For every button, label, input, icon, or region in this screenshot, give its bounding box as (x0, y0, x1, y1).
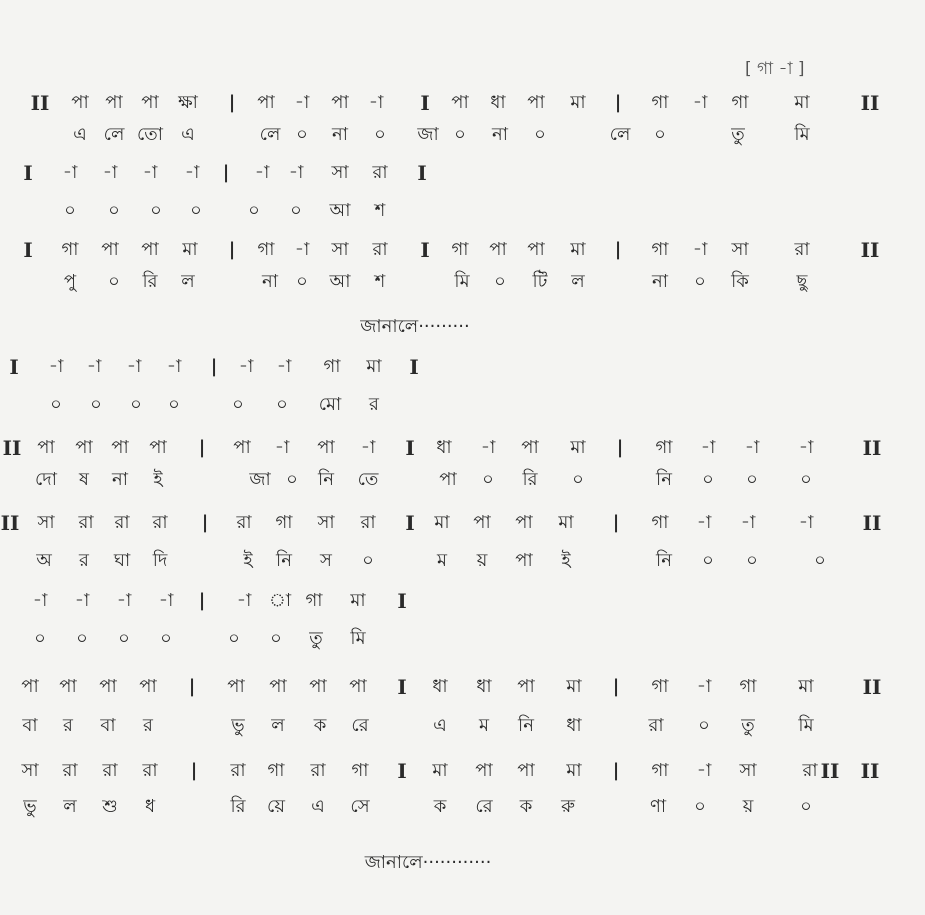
lyric-syllable: ০ (814, 550, 826, 571)
note-token: মা (570, 437, 586, 458)
lyric-syllable: ০ (276, 394, 288, 415)
lyric-syllable: না (492, 124, 508, 145)
note-token: গা (451, 239, 469, 260)
lyric-syllable: ০ (702, 550, 714, 571)
lyric-syllable: ০ (50, 394, 62, 415)
note-token: পা (517, 760, 535, 781)
lyric-syllable: টি (532, 271, 548, 292)
notation-line (0, 433, 925, 463)
note-token: -া (294, 92, 310, 113)
lyric-syllable: রু (561, 796, 575, 817)
bar-mark: I (397, 589, 407, 613)
bar-mark: II (862, 436, 882, 460)
lyric-syllable: ০ (694, 796, 706, 817)
lyric-syllable: ই (153, 469, 163, 490)
lyric-line (0, 390, 925, 420)
note-token: মা (434, 512, 450, 533)
lyric-syllable: পু (63, 271, 77, 292)
note-token: রা (236, 512, 252, 533)
note-token: ধা (436, 437, 452, 458)
notation-line (0, 158, 925, 188)
note-token: -া (102, 162, 118, 183)
note-token: পা (515, 512, 533, 533)
lyric-syllable: তু (741, 715, 755, 736)
bar-mark: I (409, 355, 419, 379)
lyric-syllable: ম (437, 550, 447, 571)
note-token: -া (126, 356, 142, 377)
note-token: ধা (432, 676, 448, 697)
note-token: -া (696, 512, 712, 533)
lyric-syllable: না (112, 469, 128, 490)
note-token: -া (692, 92, 708, 113)
note-token: গা (275, 512, 293, 533)
bar-mark: | (198, 437, 206, 458)
notation-line (0, 756, 925, 786)
bar-mark: | (612, 512, 620, 533)
note-token: পা (233, 437, 251, 458)
bar-mark: | (614, 239, 622, 260)
bar-mark: II (860, 238, 880, 262)
lyric-syllable: পা (515, 550, 533, 571)
note-token: গা (323, 356, 341, 377)
lyric-syllable: কি (731, 271, 749, 292)
lyric-syllable: শু (102, 796, 118, 817)
note-token: সা (739, 760, 757, 781)
note-token: -া (274, 437, 290, 458)
note-token: পা (149, 437, 167, 458)
note-token: মা (182, 239, 198, 260)
lyric-syllable: ০ (296, 124, 308, 145)
lyric-syllable: র (369, 394, 379, 415)
lyric-syllable: তে (357, 469, 379, 490)
lyric-syllable: মি (794, 124, 810, 145)
note-token: পা (269, 676, 287, 697)
note-token: মা (566, 676, 582, 697)
note-token: গা (655, 437, 673, 458)
note-token: রা (310, 760, 326, 781)
lyric-syllable: ০ (64, 200, 76, 221)
lyric-line (0, 792, 925, 822)
note-token: সা (331, 162, 349, 183)
lyric-syllable: ০ (800, 469, 812, 490)
lyric-syllable: ০ (232, 394, 244, 415)
bar-mark: | (612, 676, 620, 697)
note-token: রা (372, 239, 388, 260)
note-token: গা (651, 512, 669, 533)
notation-line (0, 352, 925, 382)
lyric-syllable: ০ (290, 200, 302, 221)
note-token: পা (257, 92, 275, 113)
bar-mark: | (190, 760, 198, 781)
lyric-syllable: ণা (649, 796, 667, 817)
note-token: রা (78, 512, 94, 533)
lyric-syllable: ল (63, 796, 77, 817)
lyric-syllable: ০ (90, 394, 102, 415)
lyric-syllable: ০ (694, 271, 706, 292)
lyric-syllable: য় (476, 550, 488, 571)
notation-line (0, 586, 925, 616)
note-token: রা (360, 512, 376, 533)
lyric-syllable: না (652, 271, 668, 292)
note-token: পা (71, 92, 89, 113)
note-token: পা (59, 676, 77, 697)
note-token: -া (368, 92, 384, 113)
bar-mark: | (228, 239, 236, 260)
lyric-syllable: ধ (144, 796, 156, 817)
note-token: গা (351, 760, 369, 781)
bar-mark: | (210, 356, 218, 377)
note-token: গা (651, 760, 669, 781)
bar-mark: I (417, 161, 427, 185)
bar-mark: I (405, 436, 415, 460)
note-token: পা (349, 676, 367, 697)
note-token: গা (651, 676, 669, 697)
note-token: পা (309, 676, 327, 697)
lyric-syllable: জা (417, 124, 439, 145)
lyric-syllable: রে (351, 715, 369, 736)
bar-mark: | (201, 512, 209, 533)
lyric-syllable: শ (374, 271, 386, 292)
lyric-syllable: এ (311, 796, 325, 817)
lyric-syllable: ক (433, 796, 447, 817)
note-token: -া (696, 676, 712, 697)
bar-mark: | (616, 437, 624, 458)
lyric-syllable: মি (350, 628, 366, 649)
bar-mark: I (397, 759, 407, 783)
lyric-syllable: ০ (108, 271, 120, 292)
bar-mark: | (188, 676, 196, 697)
note-token: সা (317, 512, 335, 533)
bar-mark: II (862, 675, 882, 699)
note-token: রা (102, 760, 118, 781)
note-token: মা (566, 760, 582, 781)
note-token: গা (651, 92, 669, 113)
bar-mark: I (420, 91, 430, 115)
lyric-syllable: ষ (79, 469, 89, 490)
note-token: -া (86, 356, 102, 377)
bar-mark: II (820, 759, 840, 783)
bar-mark: I (420, 238, 430, 262)
lyric-syllable: তু (731, 124, 745, 145)
note-token: -া (480, 437, 496, 458)
note-token: পা (21, 676, 39, 697)
lyric-line (0, 711, 925, 741)
bar-mark: | (198, 590, 206, 611)
note-token: -া (696, 760, 712, 781)
note-token: ক্ষা (178, 92, 198, 113)
lyric-syllable: মি (454, 271, 470, 292)
note-token: পা (521, 437, 539, 458)
lyric-syllable: র (143, 715, 153, 736)
note-token: পা (489, 239, 507, 260)
lyric-syllable: নি (656, 550, 672, 571)
lyric-syllable: ল (181, 271, 195, 292)
lyric-syllable: দি (152, 550, 168, 571)
note-token: -া (184, 162, 200, 183)
note-token: পা (227, 676, 245, 697)
note-token: গা (61, 239, 79, 260)
lyric-syllable: ০ (698, 715, 710, 736)
lyric-syllable: রি (230, 796, 246, 817)
note-token: -া (62, 162, 78, 183)
lyric-syllable: তো (136, 124, 164, 145)
lyric-syllable: ই (243, 550, 253, 571)
note-token: -া (116, 590, 132, 611)
note-token: পা (141, 239, 159, 260)
lyric-syllable: ০ (286, 469, 298, 490)
notation-line (0, 235, 925, 265)
lyric-syllable: ক (313, 715, 327, 736)
note-token: মা (794, 92, 810, 113)
lyric-syllable: ০ (228, 628, 240, 649)
notation-line (0, 88, 925, 118)
lyric-line (0, 624, 925, 654)
note-token: -া (276, 356, 292, 377)
lyric-syllable: মি (798, 715, 814, 736)
lyric-syllable: তু (309, 628, 323, 649)
lyric-line (0, 120, 925, 150)
note-token: গা (651, 239, 669, 260)
lyric-syllable: ই (561, 550, 571, 571)
note-token: -া (166, 356, 182, 377)
note-token: -া (288, 162, 304, 183)
interlude-text-1: জানালে········· (360, 316, 470, 337)
lyric-syllable: পা (439, 469, 457, 490)
lyric-syllable: রে (475, 796, 493, 817)
bar-mark: I (9, 355, 19, 379)
lyric-syllable: রা (648, 715, 664, 736)
lyric-syllable: ০ (130, 394, 142, 415)
lyric-syllable: ০ (118, 628, 130, 649)
lyric-syllable: ০ (34, 628, 46, 649)
lyric-syllable: র (63, 715, 73, 736)
note-token: সা (731, 239, 749, 260)
lyric-syllable: ০ (654, 124, 666, 145)
note-token: -া (48, 356, 64, 377)
lyric-syllable: নি (656, 469, 672, 490)
lyric-syllable: রি (522, 469, 538, 490)
note-token: পা (473, 512, 491, 533)
lyric-syllable: না (262, 271, 278, 292)
bar-mark: | (612, 760, 620, 781)
note-token: সা (21, 760, 39, 781)
lyric-syllable: ০ (362, 550, 374, 571)
note-token: -া (360, 437, 376, 458)
lyric-syllable: ০ (534, 124, 546, 145)
raga-label: [ গা -া ] (745, 59, 805, 79)
note-token: মা (570, 92, 586, 113)
bar-mark: I (23, 238, 33, 262)
lyric-syllable: নি (276, 550, 292, 571)
lyric-syllable: ০ (702, 469, 714, 490)
note-token: মা (350, 590, 366, 611)
note-token: রা (372, 162, 388, 183)
note-token: পা (37, 437, 55, 458)
note-token: -া (798, 512, 814, 533)
note-token: রা (114, 512, 130, 533)
note-token: -া (744, 437, 760, 458)
bar-mark: II (0, 511, 20, 535)
note-token: -া (700, 437, 716, 458)
lyric-syllable: ০ (746, 469, 758, 490)
note-token: পা (101, 239, 119, 260)
lyric-syllable: না (332, 124, 348, 145)
lyric-syllable: ০ (160, 628, 172, 649)
lyric-syllable: র (79, 550, 89, 571)
lyric-syllable: শ (374, 200, 386, 221)
lyric-syllable: ০ (454, 124, 466, 145)
note-token: -া (254, 162, 270, 183)
lyric-syllable: মো (318, 394, 342, 415)
note-token: -া (238, 356, 254, 377)
lyric-syllable: দো (35, 469, 57, 490)
lyric-syllable: ০ (494, 271, 506, 292)
note-token: রা (142, 760, 158, 781)
lyric-syllable: আ (329, 271, 351, 292)
lyric-syllable: ঘা (113, 550, 131, 571)
note-token: া (268, 590, 292, 611)
lyric-syllable: এ (433, 715, 447, 736)
lyric-syllable: য় (742, 796, 754, 817)
note-token: পা (517, 676, 535, 697)
bar-mark: II (30, 91, 50, 115)
bar-mark: | (222, 162, 230, 183)
lyric-syllable: ০ (482, 469, 494, 490)
bar-mark: | (228, 92, 236, 113)
lyric-syllable: ০ (190, 200, 202, 221)
lyric-syllable: নি (518, 715, 534, 736)
lyric-syllable: ছু (796, 271, 808, 292)
note-token: সা (331, 239, 349, 260)
note-token: সা (37, 512, 55, 533)
bar-mark: I (397, 675, 407, 699)
lyric-syllable: অ (36, 550, 52, 571)
lyric-syllable: রি (142, 271, 158, 292)
lyric-syllable: ০ (150, 200, 162, 221)
note-token: -া (294, 239, 310, 260)
lyric-syllable: নি (318, 469, 334, 490)
bar-mark: II (2, 436, 22, 460)
note-token: মা (798, 676, 814, 697)
note-token: রা (802, 760, 818, 781)
note-token: গা (257, 239, 275, 260)
lyric-line (0, 465, 925, 495)
note-token: মা (570, 239, 586, 260)
lyric-syllable: ০ (572, 469, 584, 490)
bar-mark: II (862, 511, 882, 535)
bar-mark: | (614, 92, 622, 113)
lyric-syllable: লে (609, 124, 631, 145)
note-token: -া (236, 590, 252, 611)
lyric-syllable: ভু (231, 715, 245, 736)
interlude-text-2: জানালে············ (364, 852, 492, 873)
lyric-syllable: এ (73, 124, 87, 145)
lyric-syllable: সে (350, 796, 370, 817)
note-token: পা (141, 92, 159, 113)
lyric-line (0, 267, 925, 297)
note-token: -া (740, 512, 756, 533)
note-token: গা (267, 760, 285, 781)
note-token: পা (99, 676, 117, 697)
note-token: রা (794, 239, 810, 260)
notation-line (0, 508, 925, 538)
lyric-syllable: এ (181, 124, 195, 145)
note-token: মা (366, 356, 382, 377)
note-token: রা (152, 512, 168, 533)
note-token: ধা (490, 92, 506, 113)
lyric-syllable: আ (329, 200, 351, 221)
note-token: পা (331, 92, 349, 113)
note-token: পা (139, 676, 157, 697)
lyric-syllable: ০ (374, 124, 386, 145)
note-token: রা (62, 760, 78, 781)
bar-mark: II (860, 759, 880, 783)
lyric-syllable: ০ (108, 200, 120, 221)
lyric-syllable: ল (271, 715, 285, 736)
lyric-syllable: ০ (800, 796, 812, 817)
note-token: মা (432, 760, 448, 781)
note-token: -া (158, 590, 174, 611)
lyric-syllable: য়ে (267, 796, 285, 817)
lyric-line (0, 196, 925, 226)
lyric-syllable: ০ (296, 271, 308, 292)
note-token: গা (739, 676, 757, 697)
bar-mark: I (23, 161, 33, 185)
lyric-syllable: লে (103, 124, 125, 145)
bar-mark: II (860, 91, 880, 115)
lyric-syllable: ০ (168, 394, 180, 415)
note-token: মা (558, 512, 574, 533)
lyric-syllable: ০ (270, 628, 282, 649)
lyric-syllable: ল (571, 271, 585, 292)
lyric-syllable: ০ (746, 550, 758, 571)
note-token: পা (527, 92, 545, 113)
note-token: -া (798, 437, 814, 458)
note-token: -া (32, 590, 48, 611)
note-token: পা (75, 437, 93, 458)
lyric-syllable: ক (519, 796, 533, 817)
lyric-syllable: লে (259, 124, 281, 145)
lyric-syllable: বা (22, 715, 38, 736)
note-token: পা (111, 437, 129, 458)
note-token: রা (230, 760, 246, 781)
note-token: -া (142, 162, 158, 183)
notation-line (0, 672, 925, 702)
lyric-syllable: ম (479, 715, 489, 736)
lyric-syllable: ধা (566, 715, 582, 736)
note-token: পা (451, 92, 469, 113)
lyric-line (0, 546, 925, 576)
note-token: গা (305, 590, 323, 611)
note-token: পা (105, 92, 123, 113)
note-token: -া (74, 590, 90, 611)
note-token: পা (317, 437, 335, 458)
note-token: গা (731, 92, 749, 113)
note-token: ধা (476, 676, 492, 697)
lyric-syllable: জা (249, 469, 271, 490)
lyric-syllable: ০ (248, 200, 260, 221)
note-token: পা (475, 760, 493, 781)
lyric-syllable: ০ (76, 628, 88, 649)
bar-mark: I (405, 511, 415, 535)
lyric-syllable: ভু (23, 796, 37, 817)
note-token: -া (692, 239, 708, 260)
lyric-syllable: বা (100, 715, 116, 736)
note-token: পা (527, 239, 545, 260)
lyric-syllable: স (320, 550, 332, 571)
